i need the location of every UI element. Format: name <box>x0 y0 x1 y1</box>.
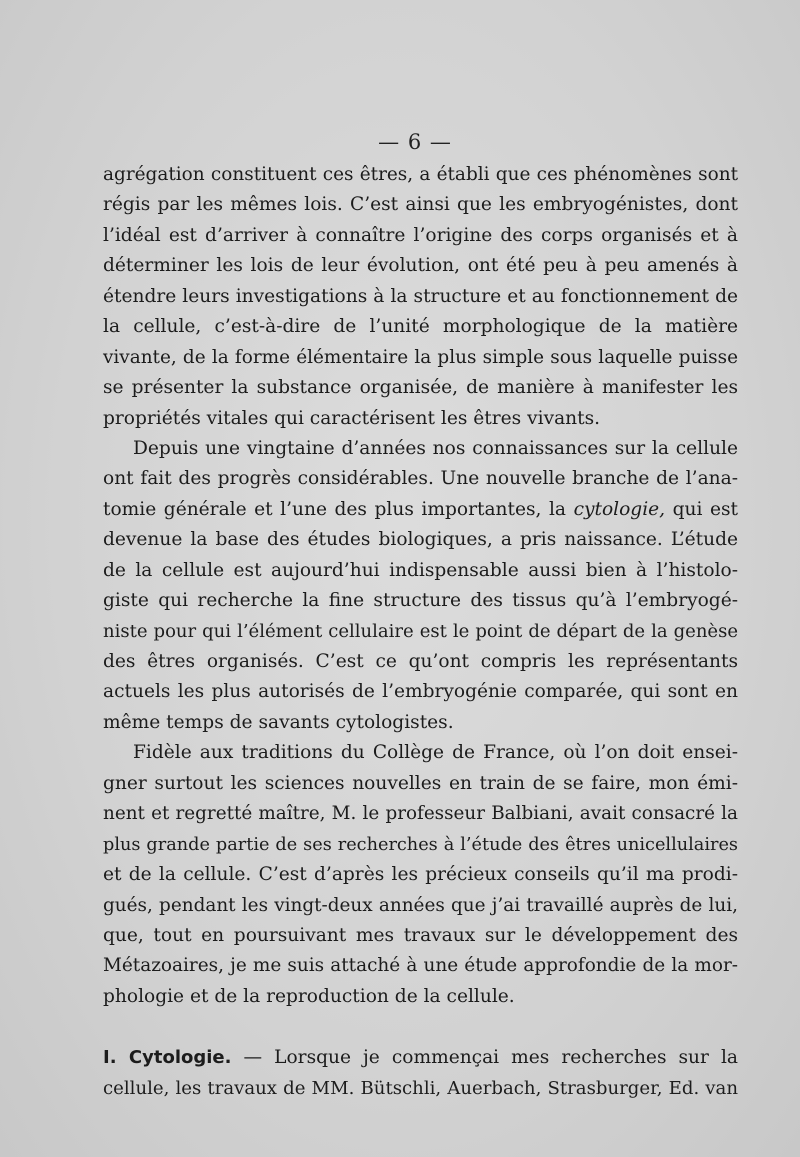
text-line: giste qui recherche la fine structure des tissus qu’à l’embryogé- <box>103 590 738 612</box>
text-line: déterminer les lois de leur évolution, ont été peu à peu amenés à <box>103 255 738 277</box>
body-text <box>103 160 738 1104</box>
text-line: gner surtout les sciences nouvelles en train de se faire, mon émi- <box>103 772 738 794</box>
text-line: que, tout en poursuivant mes travaux sur le développement des <box>103 924 738 946</box>
text-segment: — Lorsque je commençai mes recherches sur la <box>231 1047 738 1069</box>
text-line: Fidèle aux traditions du Collège de France, où l’on doit ensei- <box>133 742 738 764</box>
section-heading: I. Cytologie. <box>103 1047 232 1069</box>
text-line: nent et regretté maître, M. le professeur Balbiani, avait consacré la <box>103 803 738 825</box>
text-line: gués, pendant les vingt-deux années que j’ai travaillé auprès de lui, <box>103 894 738 916</box>
text-line: ont fait des progrès considérables. Une nouvelle branche de l’ana- <box>103 468 738 490</box>
text-line: la cellule, c’est-à-dire de l’unité morphologique de la matière <box>103 316 738 338</box>
text-line: vivante, de la forme élémentaire la plus simple sous laquelle puisse <box>103 346 738 368</box>
text-line: agrégation constituent ces êtres, a établi que ces phénomènes sont <box>103 164 738 185</box>
page-number: — 6 — <box>378 130 452 154</box>
text-line: devenue la base des études biologiques, a pris naissance. L’étude <box>103 529 738 551</box>
text-line: étendre leurs investigations à la structure et au fonctionnement de <box>103 285 738 307</box>
text-line: Depuis une vingtaine d’années nos connaissances sur la cellule <box>133 437 738 459</box>
text-line: propriétés vitales qui caractérisent les êtres vivants. <box>103 407 601 429</box>
text-line: même temps de savants cytologistes. <box>103 711 454 733</box>
text-line: cellule, les travaux de MM. Bütschli, Auerbach, Strasburger, Ed. van <box>103 1077 738 1099</box>
paragraph-gap <box>103 1012 738 1043</box>
text-line: niste pour qui l’élément cellulaire est le point de départ de la genèse <box>103 620 738 642</box>
text-line <box>103 1043 738 1073</box>
text-line: l’idéal est d’arriver à connaître l’origine des corps organisés et à <box>103 224 738 246</box>
text-line: Métazoaires, je me suis attaché à une étude approfondie de la mor- <box>103 955 738 977</box>
text-segment: tomie générale et l’une des plus importantes, la <box>103 498 574 520</box>
text-line: actuels les plus autorisés de l’embryogénie comparée, qui sont en <box>103 681 738 703</box>
text-line: se présenter la substance organisée, de manière à manifester les <box>103 377 738 399</box>
italic-term: cytologie, <box>573 498 666 520</box>
text-line: des êtres organisés. C’est ce qu’ont compris les représentants <box>103 651 738 672</box>
text-segment: qui est <box>665 498 738 520</box>
text-line: et de la cellule. C’est d’après les précieux conseils qu’il ma prodi- <box>103 864 738 886</box>
text-line: phologie et de la reproduction de la cellule. <box>103 985 515 1007</box>
text-line: plus grande partie de ses recherches à l’étude des êtres unicellulaires <box>103 834 738 855</box>
text-line: de la cellule est aujourd’hui indispensable aussi bien à l’histolo- <box>103 559 738 581</box>
text-line: régis par les mêmes lois. C’est ainsi que les embryogénistes, dont <box>103 194 738 216</box>
text-line <box>103 495 738 525</box>
